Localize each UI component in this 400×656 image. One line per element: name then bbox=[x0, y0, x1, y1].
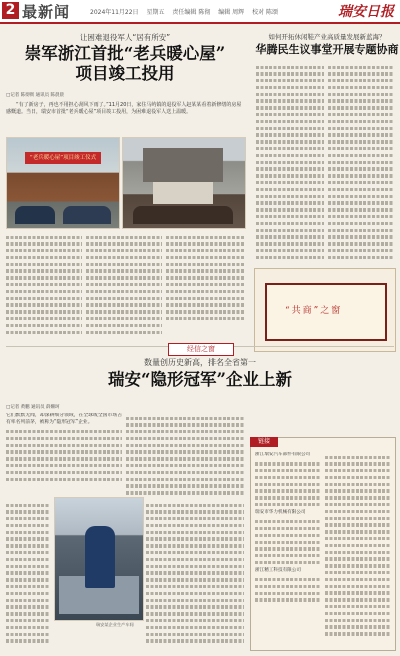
story1-byline: □记者 陈彻彻 通讯员 陈晨晨 bbox=[6, 93, 65, 98]
sidebar-label: 链接 bbox=[250, 437, 278, 447]
masthead bbox=[0, 0, 400, 24]
issue-meta bbox=[90, 7, 284, 16]
series-tag: 经信之窗 bbox=[168, 343, 234, 356]
story1-column-2 bbox=[86, 232, 162, 336]
issue-designer: 编辑 周辉 bbox=[218, 9, 245, 16]
story1-photo-ceremony bbox=[6, 137, 120, 229]
story3-photo-factory bbox=[54, 497, 144, 621]
story3-intro-text: 它们默默无闻，却深耕细分领域，在全球或全国市场占有率名列前茅，被称为“隐形冠军”企业。 bbox=[6, 413, 122, 425]
illustration-caption: “共商”之窗 bbox=[285, 306, 343, 316]
story3-byline: □记者 黄鹏 通讯员 薛姗珂 bbox=[6, 405, 60, 410]
story1-column-1 bbox=[6, 232, 82, 336]
story1-lead: “有了新房子，再也不用担心刮风下雨了。”11月20日，家住马屿镇的退役军人赵某某看着新修缮的房屋感慨道。当日，瑞安市首批“老兵暖心屋”项目竣工投用，为困难退役军人送上温暖。 bbox=[6, 102, 242, 116]
issue-date: 2024年11月22日 bbox=[90, 9, 139, 16]
issue-editor: 责任编辑 陈彻 bbox=[172, 9, 211, 16]
story1-kicker: 让困难退役军人“居有所安” bbox=[79, 33, 171, 42]
story1-headline bbox=[0, 44, 250, 84]
sidebar-item-3: 浙江精工科技有限公司 bbox=[255, 567, 301, 573]
issue-proof: 校对 陈颂 bbox=[252, 9, 279, 16]
story1-headline-line2: 项目竣工投用 bbox=[75, 64, 175, 83]
sidebar-column-1 bbox=[255, 452, 321, 646]
story3-kicker: 数量创历史新高，排名全省第一 bbox=[144, 358, 256, 367]
page-number: 2 bbox=[2, 2, 19, 19]
crowd-shape bbox=[63, 206, 111, 224]
worker-shape bbox=[85, 526, 115, 588]
story1-photo-house bbox=[122, 137, 246, 229]
story3-headline: 瑞安“隐形冠军”企业上新 bbox=[108, 370, 292, 389]
story3-intro bbox=[6, 413, 122, 495]
crowd-shape bbox=[133, 206, 233, 224]
story3-column-3 bbox=[6, 500, 50, 650]
story2-illustration bbox=[254, 268, 396, 352]
story3-column-2 bbox=[126, 413, 244, 495]
paper-logo: 瑞安日报 bbox=[338, 4, 394, 20]
section-title: 最新闻 bbox=[22, 3, 71, 21]
sidebar-item-2: 瑞安市华力机械有限公司 bbox=[255, 509, 306, 515]
crowd-shape bbox=[15, 206, 55, 224]
story1-column-3 bbox=[166, 232, 244, 336]
story2-column-2 bbox=[328, 62, 394, 262]
ceremony-banner: “老兵暖心屋”项目竣工仪式 bbox=[25, 152, 101, 164]
sidebar-column-2 bbox=[325, 452, 391, 646]
story2-headline: 华腾民生议事堂开展专题协商 bbox=[255, 43, 399, 56]
issue-weekday: 星期五 bbox=[146, 9, 165, 16]
sidebar-item-1: 浙江瑞安汽车部件有限公司 bbox=[255, 452, 311, 457]
story2-kicker: 如何开拓休闲鞋产业高质量发展新蓝海？ bbox=[268, 33, 386, 41]
story3-photo-caption: 瑞安某企业生产车间 bbox=[96, 622, 134, 627]
house-roof bbox=[143, 148, 223, 182]
story3-column-4 bbox=[146, 500, 244, 650]
story2-column-1 bbox=[256, 62, 324, 262]
house-wall bbox=[153, 182, 213, 204]
story3-sidebar bbox=[250, 437, 396, 651]
story1-headline-line1: 崇军浙江首批“老兵暖心屋” bbox=[24, 44, 226, 63]
